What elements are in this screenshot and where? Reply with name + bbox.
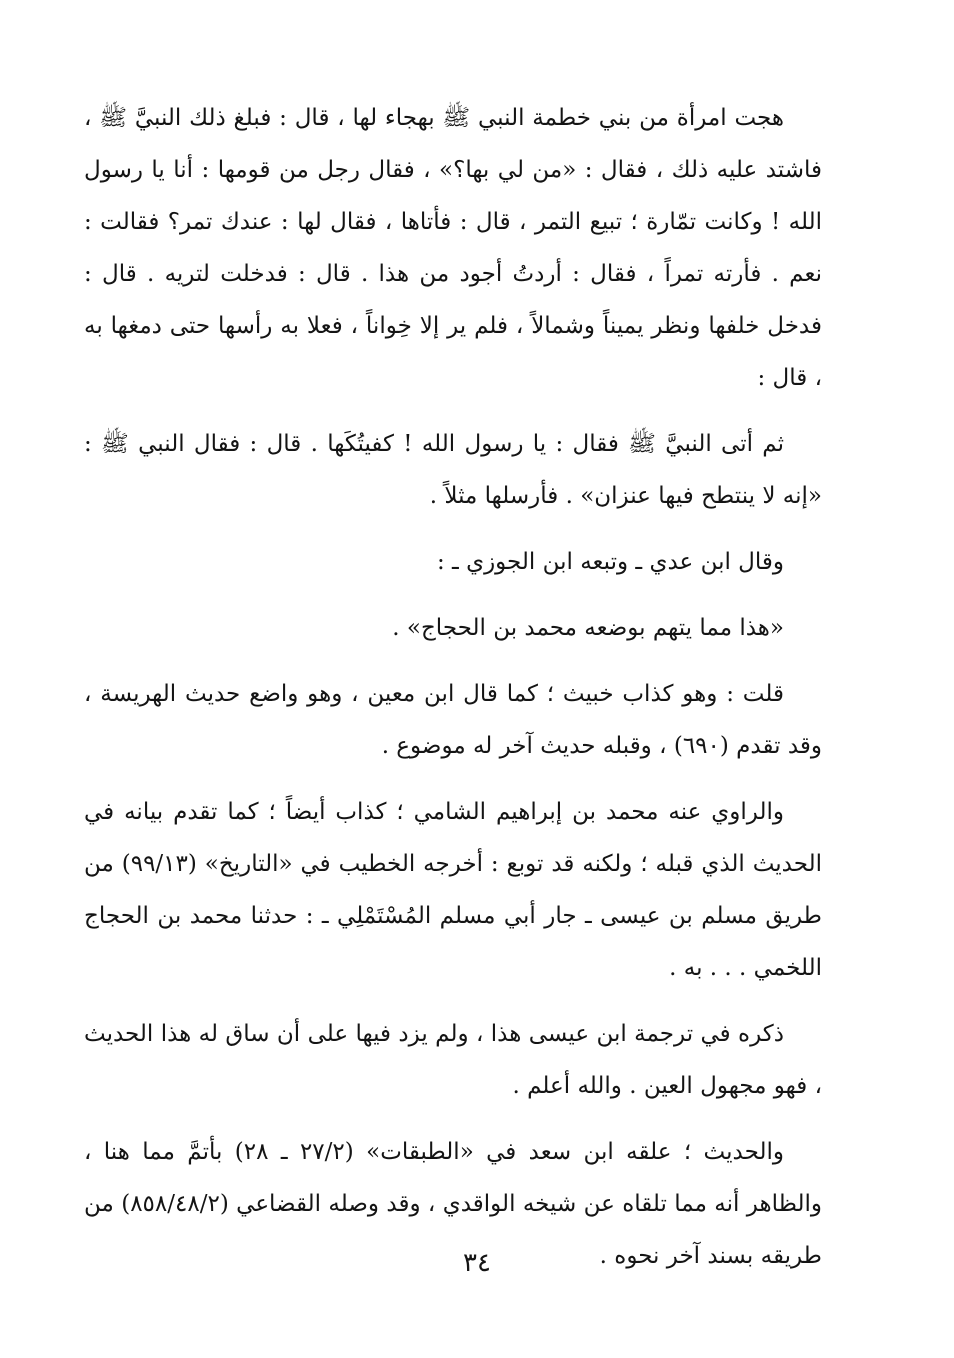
paragraph-hadith-story: هجت امرأة من بني خطمة النبي ﷺ بهجاء لها ، قال : فبلغ ذلك النبيَّ ﷺ ، فاشتد عليه ذلك ، فقال : «من لي بها؟» ، فقال رجل من قومها : أنا يا رسول الله ! وكانت تمّارة ؛ تبيع التمر ، قال : فأتاها ، فقال لها : عندك تمر؟ فقالت : نعم . فأرته تمراً ، فقال : أردتُ أجود من هذا . قال : فدخلت لتريه . قال : فدخل خلفها ونظر يميناً وشمالاً ، فلم ير إلا خِواناً ، فعلا به رأسها حتى دمغها به ، قال :	[84, 105, 822, 391]
body-text	[84, 92, 822, 1296]
paragraph-prophet-saying: ثم أتى النبيَّ ﷺ فقال : يا رسول الله ! كفيتُكَها . قال : فقال النبي ﷺ : «إنه لا ينتطح فيها عنزان» . فأرسلها مثلاً .	[84, 431, 822, 509]
paragraph-ibn-isa-note: ذكره في ترجمة ابن عيسى هذا ، ولم يزد فيها على أن ساق له هذا الحديث ، فهو مجهول العين . والله أعلم .	[84, 1021, 822, 1099]
paragraph-narrator-discussion: والراوي عنه محمد بن إبراهيم الشامي ؛ كذاب أيضاً ؛ كما تقدم بيانه في الحديث الذي قبله ؛ ولكنه قد توبع : أخرجه الخطيب في «التاريخ» (٩٩/١٣) من طريق مسلم بن عيسى ـ جار أبي مسلم المُسْتَمْلِي ـ : حدثنا محمد بن الحجاج اللخمي . . . به .	[84, 799, 822, 981]
paragraph-author-comment: قلت : وهو كذاب خبيث ؛ كما قال ابن معين ، وهو واضع حديث الهريسة ، وقد تقدم (٦٩٠) ، وقبله حديث آخر له موضوع .	[84, 681, 822, 759]
paragraph-ibn-saad-note: والحديث ؛ علقه ابن سعد في «الطبقات» (٢٧/٢ ـ ٢٨) بأتمَّ مما هنا ، والظاهر أنه مما تلقاه عن شيخه الواقدي ، وقد وصله القضاعي (٨٥٨/٤٨/٢) من طريقه بسند آخر نحوه .	[84, 1139, 822, 1269]
paragraph-ibn-adi-quote: «هذا مما يتهم بوضعه محمد بن الحجاج» .	[392, 615, 784, 641]
page-number: ٣٤	[463, 1248, 491, 1278]
paragraph-ibn-adi-intro: وقال ابن عدي ـ وتبعه ابن الجوزي ـ :	[436, 549, 784, 575]
